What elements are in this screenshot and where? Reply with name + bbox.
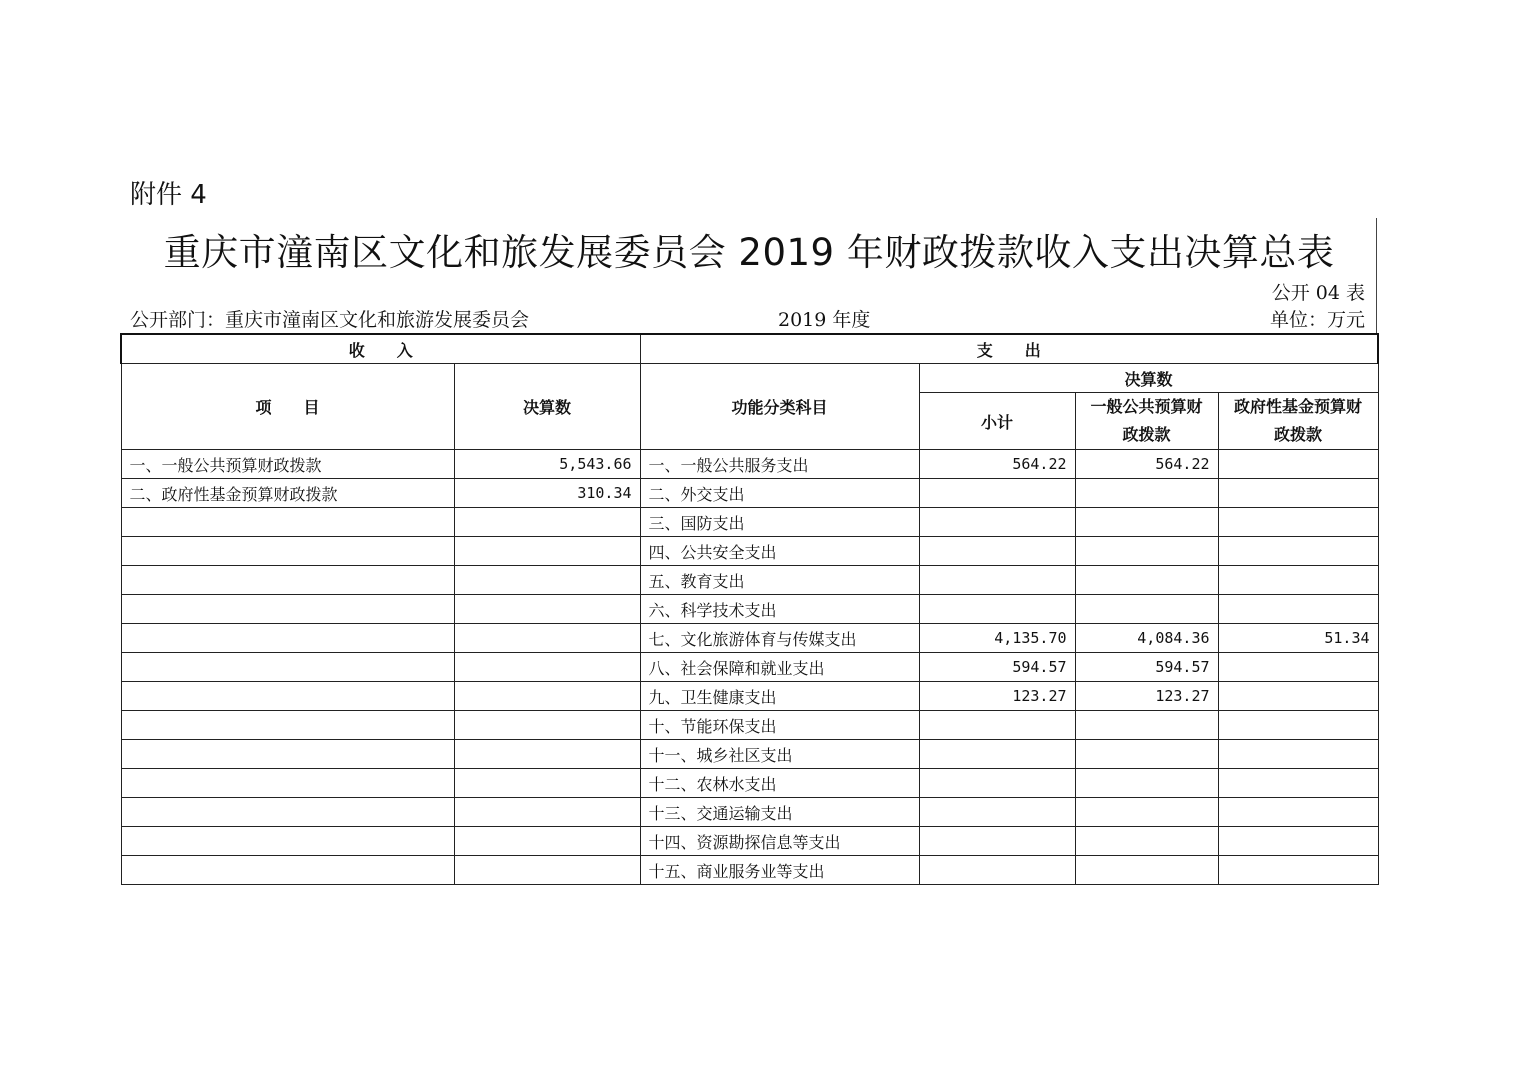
general-budget-cell: 564.22	[1075, 450, 1218, 479]
income-amount-cell	[454, 682, 640, 711]
gov-fund-cell	[1218, 450, 1378, 479]
income-amount-cell	[454, 769, 640, 798]
header-row-2	[121, 364, 1378, 393]
year-label: 2019 年度	[778, 309, 871, 331]
header-row-1	[121, 334, 1378, 364]
category-cell: 十五、商业服务业等支出	[640, 856, 919, 885]
table-number: 公开 04 表	[1271, 282, 1365, 304]
subtotal-cell: 123.27	[919, 682, 1075, 711]
category-cell: 十三、交通运输支出	[640, 798, 919, 827]
income-item-cell	[121, 653, 454, 682]
table-row	[121, 856, 1378, 885]
income-amount-cell	[454, 595, 640, 624]
table-row	[121, 566, 1378, 595]
gov-fund-cell	[1218, 537, 1378, 566]
category-cell: 十、节能环保支出	[640, 711, 919, 740]
general-budget-header: 一般公共预算财政拨款	[1075, 393, 1218, 450]
table-row	[121, 711, 1378, 740]
gov-fund-cell	[1218, 682, 1378, 711]
table-row	[121, 653, 1378, 682]
category-cell: 八、社会保障和就业支出	[640, 653, 919, 682]
department-label: 公开部门：重庆市潼南区文化和旅游发展委员会	[130, 309, 530, 331]
general-budget-cell	[1075, 769, 1218, 798]
income-item-cell: 二、政府性基金预算财政拨款	[121, 479, 454, 508]
income-amount-cell	[454, 711, 640, 740]
category-cell: 十四、资源勘探信息等支出	[640, 827, 919, 856]
income-amount-cell	[454, 827, 640, 856]
category-cell: 十一、城乡社区支出	[640, 740, 919, 769]
income-item-cell	[121, 566, 454, 595]
item-header: 项 目	[121, 364, 454, 450]
income-amount-cell: 5,543.66	[454, 450, 640, 479]
income-amount-cell	[454, 740, 640, 769]
general-budget-cell	[1075, 711, 1218, 740]
expense-header: 支 出	[640, 334, 1378, 364]
subtotal-header: 小计	[919, 393, 1075, 450]
income-amount-cell	[454, 624, 640, 653]
income-header: 收 入	[121, 334, 640, 364]
attachment-label: 附件 4	[130, 180, 207, 210]
category-cell: 九、卫生健康支出	[640, 682, 919, 711]
income-item-cell	[121, 740, 454, 769]
general-budget-cell	[1075, 595, 1218, 624]
gov-fund-cell	[1218, 653, 1378, 682]
income-amount-header: 决算数	[454, 364, 640, 450]
income-item-cell: 一、一般公共预算财政拨款	[121, 450, 454, 479]
gov-fund-cell	[1218, 479, 1378, 508]
page-title: 重庆市潼南区文化和旅发展委员会 2019 年财政拨款收入支出决算总表	[163, 231, 1335, 274]
gov-fund-header: 政府性基金预算财政拨款	[1218, 393, 1378, 450]
gov-fund-cell	[1218, 827, 1378, 856]
category-cell: 一、一般公共服务支出	[640, 450, 919, 479]
gov-fund-cell	[1218, 711, 1378, 740]
income-amount-cell	[454, 566, 640, 595]
function-category-header: 功能分类科目	[640, 364, 919, 450]
subtotal-cell	[919, 479, 1075, 508]
table-row	[121, 450, 1378, 479]
income-amount-cell	[454, 508, 640, 537]
subtotal-cell	[919, 711, 1075, 740]
gov-fund-cell	[1218, 798, 1378, 827]
table-row	[121, 479, 1378, 508]
general-budget-cell	[1075, 740, 1218, 769]
table-row	[121, 537, 1378, 566]
general-budget-cell	[1075, 508, 1218, 537]
table-row	[121, 798, 1378, 827]
subtotal-cell	[919, 537, 1075, 566]
table-row	[121, 682, 1378, 711]
income-amount-cell	[454, 537, 640, 566]
general-budget-cell	[1075, 856, 1218, 885]
income-item-cell	[121, 682, 454, 711]
budget-table	[120, 333, 1379, 885]
category-cell: 六、科学技术支出	[640, 595, 919, 624]
gov-fund-cell	[1218, 595, 1378, 624]
subtotal-cell	[919, 827, 1075, 856]
general-budget-cell	[1075, 566, 1218, 595]
subtotal-cell	[919, 769, 1075, 798]
gov-fund-cell	[1218, 856, 1378, 885]
income-amount-cell	[454, 653, 640, 682]
gov-fund-cell	[1218, 566, 1378, 595]
general-budget-cell	[1075, 798, 1218, 827]
general-budget-cell: 4,084.36	[1075, 624, 1218, 653]
table-row	[121, 769, 1378, 798]
expense-amount-header: 决算数	[919, 364, 1378, 393]
category-cell: 二、外交支出	[640, 479, 919, 508]
side-rule	[1376, 218, 1377, 333]
income-item-cell	[121, 856, 454, 885]
general-budget-cell	[1075, 827, 1218, 856]
table-row	[121, 740, 1378, 769]
subtotal-cell	[919, 856, 1075, 885]
subtotal-cell	[919, 595, 1075, 624]
gov-fund-cell	[1218, 740, 1378, 769]
income-item-cell	[121, 508, 454, 537]
income-item-cell	[121, 537, 454, 566]
subtotal-cell	[919, 798, 1075, 827]
category-cell: 五、教育支出	[640, 566, 919, 595]
subtotal-cell	[919, 740, 1075, 769]
income-item-cell	[121, 769, 454, 798]
unit-label: 单位：万元	[1269, 309, 1365, 331]
subtotal-cell: 4,135.70	[919, 624, 1075, 653]
income-item-cell	[121, 798, 454, 827]
income-amount-cell: 310.34	[454, 479, 640, 508]
table-row	[121, 827, 1378, 856]
income-item-cell	[121, 827, 454, 856]
category-cell: 十二、农林水支出	[640, 769, 919, 798]
general-budget-cell	[1075, 479, 1218, 508]
gov-fund-cell	[1218, 769, 1378, 798]
table-row	[121, 508, 1378, 537]
subtotal-cell	[919, 508, 1075, 537]
general-budget-cell: 594.57	[1075, 653, 1218, 682]
general-budget-cell: 123.27	[1075, 682, 1218, 711]
income-item-cell	[121, 711, 454, 740]
subtotal-cell: 564.22	[919, 450, 1075, 479]
income-item-cell	[121, 595, 454, 624]
gov-fund-cell	[1218, 508, 1378, 537]
income-amount-cell	[454, 798, 640, 827]
category-cell: 七、文化旅游体育与传媒支出	[640, 624, 919, 653]
category-cell: 四、公共安全支出	[640, 537, 919, 566]
subtotal-cell	[919, 566, 1075, 595]
category-cell: 三、国防支出	[640, 508, 919, 537]
gov-fund-cell: 51.34	[1218, 624, 1378, 653]
general-budget-cell	[1075, 537, 1218, 566]
table-row	[121, 595, 1378, 624]
income-item-cell	[121, 624, 454, 653]
subtotal-cell: 594.57	[919, 653, 1075, 682]
income-amount-cell	[454, 856, 640, 885]
table-row	[121, 624, 1378, 653]
